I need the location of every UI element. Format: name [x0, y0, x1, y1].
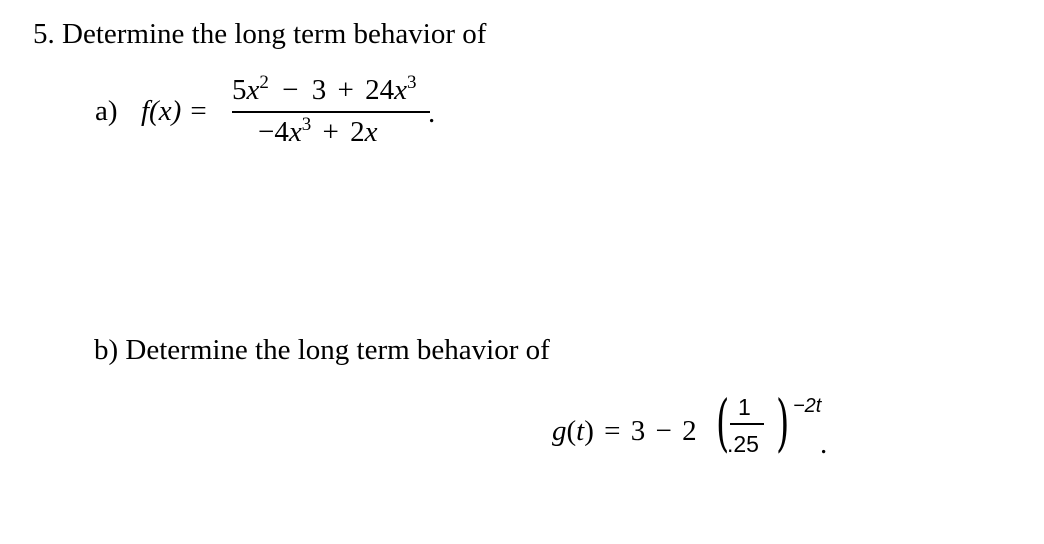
part-b-equals: = [604, 415, 621, 447]
part-a-denominator [258, 114, 378, 148]
num-term1-exp: 2 [259, 72, 269, 93]
part-a-terminator: . [428, 97, 436, 129]
num-op1: − [282, 74, 299, 106]
part-b-left-paren: ( [716, 386, 730, 459]
problem-heading [33, 20, 486, 49]
part-b-right-paren: ) [776, 386, 790, 459]
den-term1-exp: 3 [301, 114, 312, 135]
part-b-label: b) [94, 334, 119, 366]
part-b-frac-den: .25 [727, 431, 759, 457]
part-a-lhs [141, 97, 208, 126]
part-b-exponent: −2t [793, 395, 822, 417]
part-b-fraction-bar [730, 423, 764, 425]
part-b-arg: (t) [566, 415, 594, 447]
den-term2-var: x [364, 116, 378, 148]
part-a-label: a) [95, 95, 118, 127]
part-b-heading [94, 336, 550, 365]
den-term1-coef: −4 [258, 116, 289, 148]
part-a-numerator [232, 72, 417, 106]
problem-title: Determine the long term behavior of [62, 18, 487, 50]
num-term2: 3 [311, 74, 327, 106]
part-a-fraction-bar [232, 111, 430, 113]
part-b-equation [552, 417, 697, 446]
part-b-coef: 2 [682, 415, 697, 447]
part-b-title: Determine the long term behavior of [125, 334, 550, 366]
num-term3-exp: 3 [406, 72, 417, 93]
num-term3-var: x [394, 74, 407, 106]
part-b-const: 3 [630, 415, 646, 447]
part-b-terminator: . [820, 428, 828, 460]
num-term1-var: x [246, 74, 260, 106]
part-b-function: g [552, 415, 567, 447]
num-term3-coef: 24 [365, 74, 395, 106]
den-term1-var: x [288, 116, 302, 148]
num-term1-coef: 5 [232, 74, 247, 106]
part-b-minus: − [655, 415, 672, 447]
part-a-function: f(x) = [141, 95, 209, 127]
den-op1: + [322, 116, 339, 148]
part-b-frac-num: 1 [738, 394, 751, 420]
num-op2: + [337, 74, 354, 106]
problem-number: 5. [33, 18, 55, 50]
den-term2-coef: 2 [350, 116, 365, 148]
